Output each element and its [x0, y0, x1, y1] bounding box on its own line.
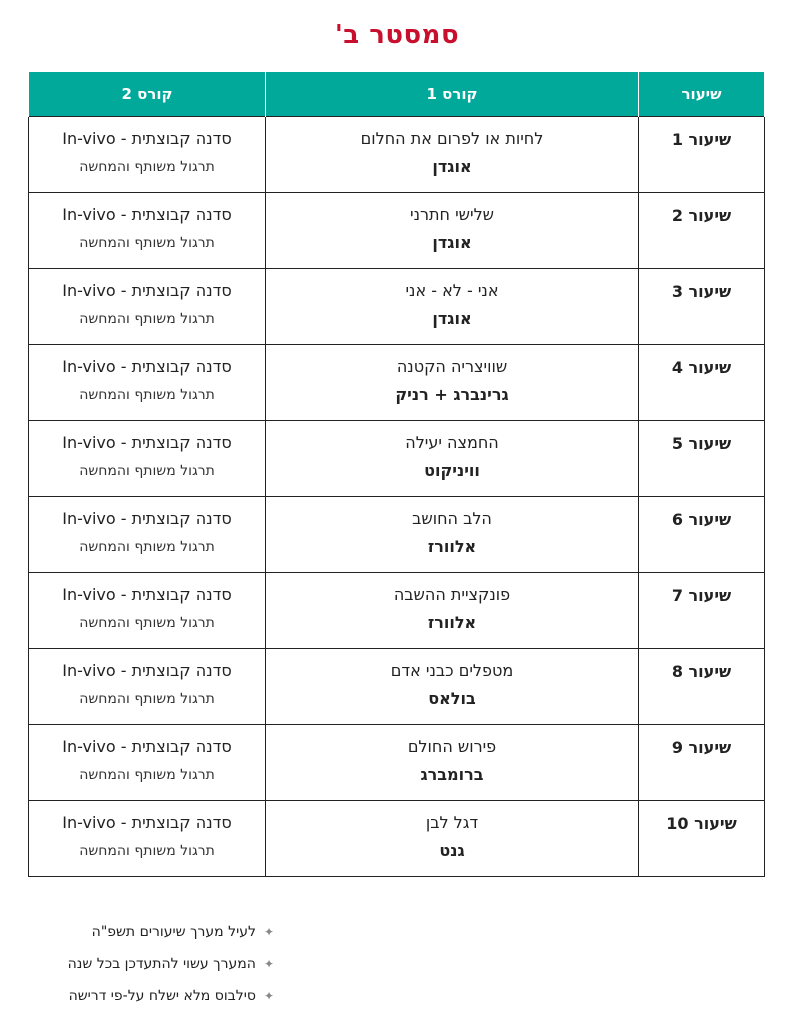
course2-cell	[29, 117, 266, 193]
course1-title: שלישי חתרני	[410, 205, 494, 224]
course1-author: אוגדן	[432, 157, 472, 176]
lesson-cell	[639, 573, 765, 649]
four-point-star-icon: ✦	[263, 925, 274, 939]
lesson-cell	[639, 345, 765, 421]
course2-cell	[29, 345, 266, 421]
table-row	[29, 117, 765, 193]
table-row	[29, 497, 765, 573]
course2-cell	[29, 725, 266, 801]
course1-title: הלב החושב	[412, 509, 492, 528]
lesson-label: שיעור 2	[671, 206, 732, 225]
table-row	[29, 421, 765, 497]
course1-cell	[266, 269, 639, 345]
lesson-cell	[639, 725, 765, 801]
course1-author: אלוורז	[427, 613, 477, 632]
course2-cell	[29, 269, 266, 345]
course1-cell	[266, 193, 639, 269]
page-title: סמסטר ב'	[334, 20, 460, 50]
table-header-row	[29, 72, 765, 117]
note-item	[24, 952, 274, 984]
table-row	[29, 345, 765, 421]
course2-cell	[29, 421, 266, 497]
course2-line2: תרגול משותף והמחשה	[79, 615, 215, 631]
course1-title: החמצה יעילה	[405, 433, 499, 452]
course2-cell	[29, 497, 266, 573]
table-row	[29, 801, 765, 877]
course1-cell	[266, 725, 639, 801]
course1-author: בולאס	[428, 689, 476, 708]
lesson-label: שיעור 7	[671, 586, 732, 605]
course2-line1: סדנה קבוצתית - In-vivo	[62, 509, 232, 528]
course1-author: וויניקוט	[424, 461, 480, 480]
course2-line2: תרגול משותף והמחשה	[79, 843, 215, 859]
course2-line2: תרגול משותף והמחשה	[79, 235, 215, 251]
course1-author: אלוורז	[427, 537, 477, 556]
course1-title: שוויצריה הקטנה	[396, 357, 508, 376]
note-text: סילבוס מלא ישלח על-פי דרישה	[68, 988, 256, 1004]
lesson-label: שיעור 4	[671, 358, 732, 377]
course1-cell	[266, 497, 639, 573]
course2-cell	[29, 801, 266, 877]
course2-line1: סדנה קבוצתית - In-vivo	[62, 661, 232, 680]
course1-author: אוגדן	[432, 309, 472, 328]
table-row	[29, 649, 765, 725]
course2-line1: סדנה קבוצתית - In-vivo	[62, 585, 232, 604]
course1-cell	[266, 801, 639, 877]
lesson-cell	[639, 421, 765, 497]
course2-line1: סדנה קבוצתית - In-vivo	[62, 281, 232, 300]
course1-cell	[266, 117, 639, 193]
header-course1: קורס 1	[266, 72, 639, 117]
course1-author: ברומברג	[420, 765, 484, 784]
course2-line1: סדנה קבוצתית - In-vivo	[62, 813, 232, 832]
lesson-label: שיעור 3	[671, 282, 732, 301]
table-row	[29, 573, 765, 649]
course2-line1: סדנה קבוצתית - In-vivo	[62, 737, 232, 756]
course1-title: פירוש החולם	[407, 737, 497, 756]
header-course2: קורס 2	[29, 72, 266, 117]
course2-line2: תרגול משותף והמחשה	[79, 159, 215, 175]
four-point-star-icon: ✦	[263, 957, 274, 971]
header-lesson: שיעור	[639, 72, 765, 117]
course2-line2: תרגול משותף והמחשה	[79, 311, 215, 327]
course2-cell	[29, 193, 266, 269]
table-row	[29, 725, 765, 801]
lesson-label: שיעור 9	[671, 738, 732, 757]
note-text: המערך עשוי להתעדכן בכל שנה	[67, 956, 256, 972]
course1-cell	[266, 345, 639, 421]
lesson-cell	[639, 497, 765, 573]
lesson-label: שיעור 5	[671, 434, 732, 453]
course2-line1: סדנה קבוצתית - In-vivo	[62, 129, 232, 148]
course2-cell	[29, 649, 266, 725]
course2-line1: סדנה קבוצתית - In-vivo	[62, 433, 232, 452]
course1-title: מטפלים כבני אדם	[390, 661, 514, 680]
lesson-cell	[639, 117, 765, 193]
course2-line1: סדנה קבוצתית - In-vivo	[62, 357, 232, 376]
note-text: לעיל מערך שיעורים תשפ"ה	[91, 924, 256, 940]
schedule-table	[28, 72, 765, 877]
lesson-label: שיעור 6	[671, 510, 732, 529]
table-row	[29, 269, 765, 345]
lesson-label: שיעור 1	[671, 130, 732, 149]
course1-author: גרינברג + רניק	[395, 385, 509, 404]
course1-cell	[266, 649, 639, 725]
course1-title: אני - לא - אני	[405, 281, 499, 300]
note-item	[24, 920, 274, 952]
course2-line2: תרגול משותף והמחשה	[79, 387, 215, 403]
lesson-cell	[639, 649, 765, 725]
course2-line1: סדנה קבוצתית - In-vivo	[62, 205, 232, 224]
course1-author: אוגדן	[432, 233, 472, 252]
lesson-label: שיעור 8	[671, 662, 732, 681]
lesson-cell	[639, 269, 765, 345]
lesson-label: שיעור 10	[666, 814, 737, 833]
course1-author: גנט	[439, 841, 465, 860]
course2-line2: תרגול משותף והמחשה	[79, 691, 215, 707]
course1-cell	[266, 573, 639, 649]
course1-title: לחיות או לפרום את החלום	[360, 129, 544, 148]
course1-cell	[266, 421, 639, 497]
course1-title: פונקציית ההשבה	[393, 585, 511, 604]
notes-list	[24, 920, 274, 1016]
note-item	[24, 984, 274, 1016]
lesson-cell	[639, 193, 765, 269]
course1-title: דגל לבן	[425, 813, 479, 832]
lesson-cell	[639, 801, 765, 877]
course2-cell	[29, 573, 266, 649]
course2-line2: תרגול משותף והמחשה	[79, 463, 215, 479]
four-point-star-icon: ✦	[263, 989, 274, 1003]
course2-line2: תרגול משותף והמחשה	[79, 767, 215, 783]
course2-line2: תרגול משותף והמחשה	[79, 539, 215, 555]
table-row	[29, 193, 765, 269]
